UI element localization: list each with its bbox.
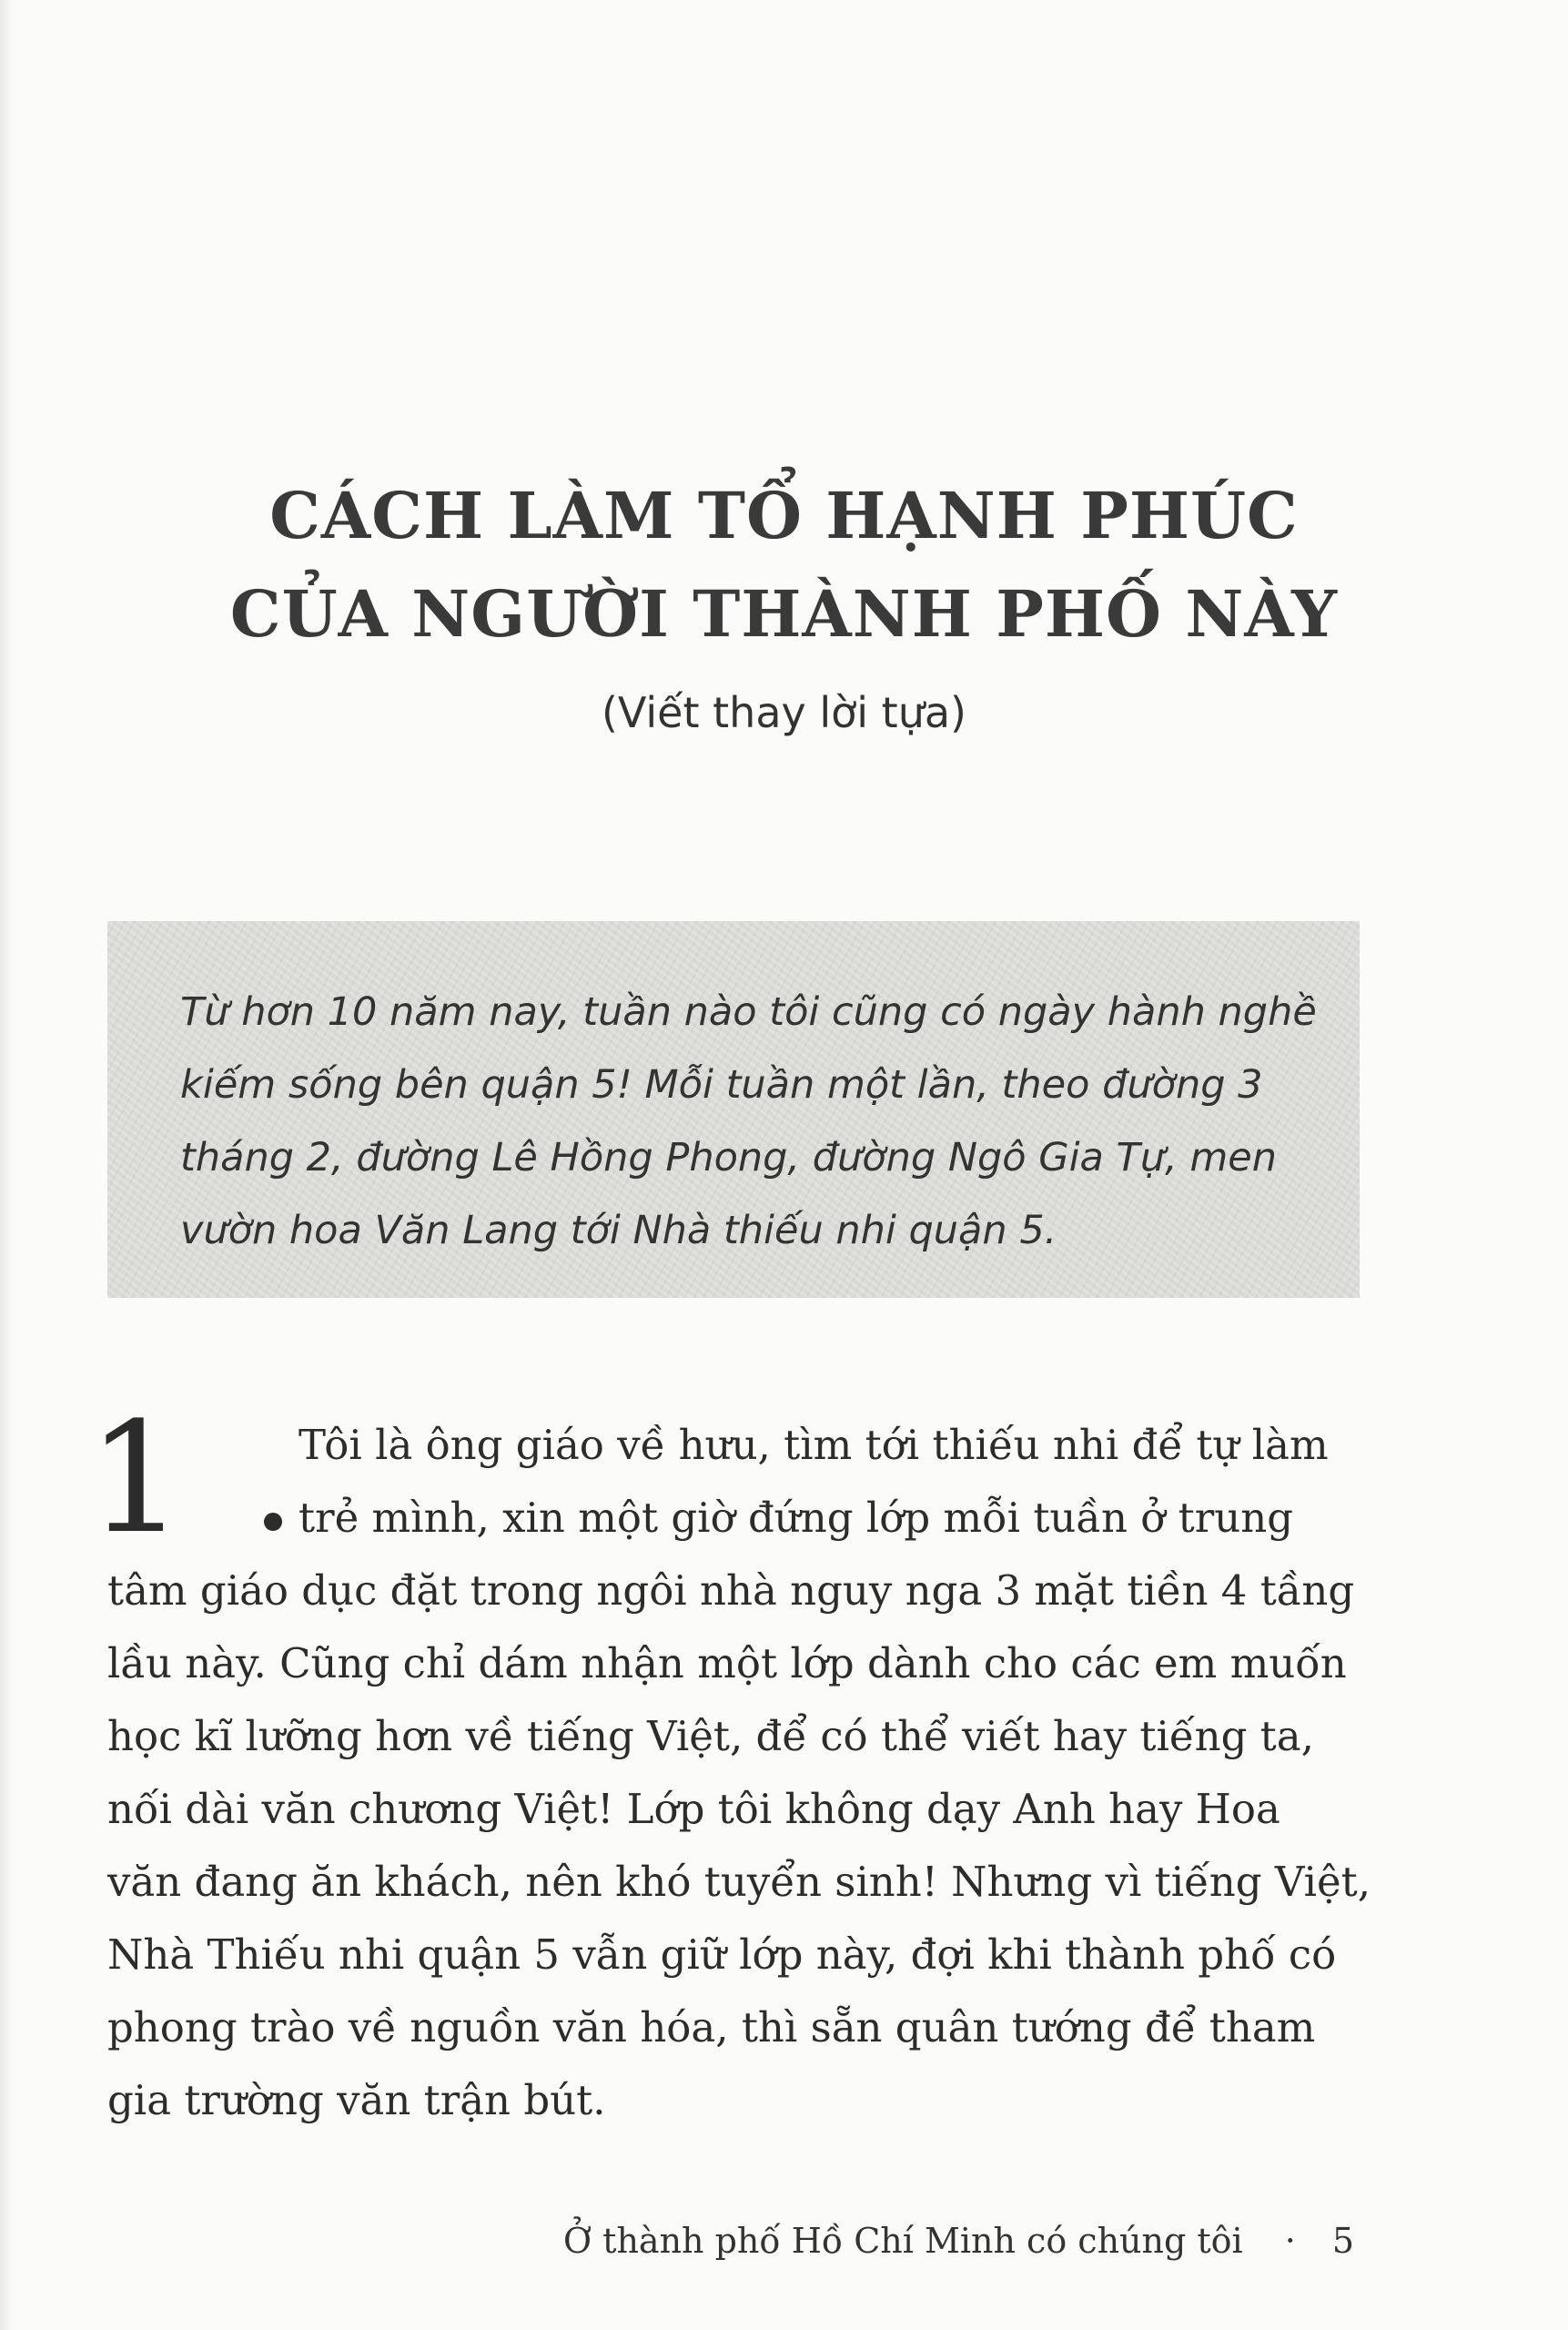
body-line: Tôi là ông giáo về hưu, tìm tới thiếu nhi để tự làm <box>298 1421 1329 1469</box>
body-line: học kĩ lưỡng hơn về tiếng Việt, để có thể viết hay tiếng ta, <box>107 1712 1314 1760</box>
page-edge-shadow <box>0 0 13 2330</box>
body-line: phong trào về nguồn văn hóa, thì sẵn quân tướng để tham <box>107 2003 1316 2051</box>
body-line: nối dài văn chương Việt! Lớp tôi không dạy Anh hay Hoa <box>107 1785 1280 1833</box>
epigraph-text <box>180 976 1317 1267</box>
body-line: văn đang ăn khách, nên khó tuyển sinh! Nhưng vì tiếng Việt, <box>107 1858 1371 1906</box>
body-line: trẻ mình, xin một giờ đứng lớp mỗi tuần ở trung <box>298 1494 1294 1542</box>
section-number-dot <box>264 1513 282 1531</box>
body-line: lầu này. Cũng chỉ dám nhận một lớp dành cho các em muốn <box>107 1639 1347 1687</box>
body-line: Nhà Thiếu nhi quận 5 vẫn giữ lớp này, đợi khi thành phố có <box>107 1930 1337 1979</box>
epigraph-line: tháng 2, đường Lê Hồng Phong, đường Ngô Gia Tự, men <box>180 1135 1278 1180</box>
chapter-title-line-2: CỦA NGƯỜI THÀNH PHỐ NÀY <box>229 576 1339 652</box>
chapter-subtitle: (Viết thay lời tựa) <box>601 688 967 737</box>
body-line: gia trường văn trận bút. <box>107 2076 606 2124</box>
body-line: tâm giáo dục đặt trong ngôi nhà nguy nga 3 mặt tiền 4 tầng <box>107 1566 1355 1615</box>
footer-separator: · <box>1284 2221 1296 2261</box>
epigraph-line: Từ hơn 10 năm nay, tuần nào tôi cũng có ngày hành nghề <box>180 989 1317 1035</box>
epigraph-line: kiếm sống bên quận 5! Mỗi tuần một lần, theo đường 3 <box>180 1062 1263 1108</box>
page-number: 5 <box>1331 2221 1354 2261</box>
running-book-title: Ở thành phố Hồ Chí Minh có chúng tôi <box>562 2221 1243 2261</box>
epigraph-box <box>107 921 1360 1298</box>
section-number-drop-cap: 1 <box>87 1389 185 1567</box>
epigraph-line: vườn hoa Văn Lang tới Nhà thiếu nhi quận 5. <box>180 1208 1057 1253</box>
chapter-title-line-1: CÁCH LÀM TỔ HẠNH PHÚC <box>269 478 1299 553</box>
page-footer <box>0 2221 1354 2261</box>
